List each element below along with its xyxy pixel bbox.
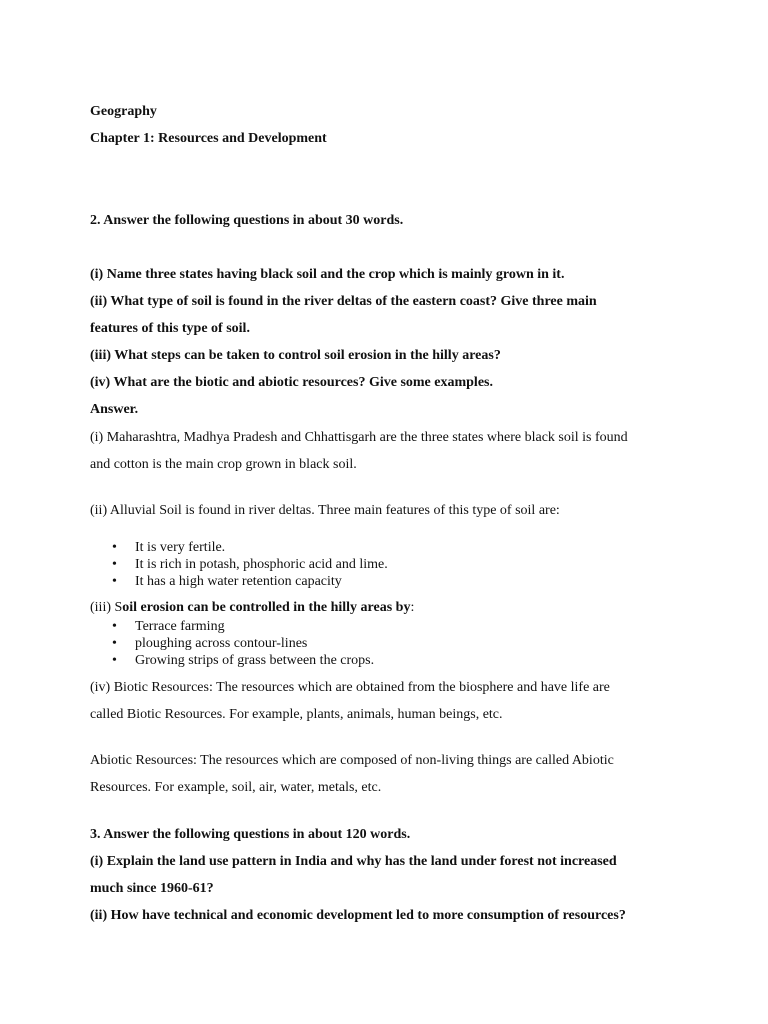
list-item: • It is very fertile. (90, 539, 388, 556)
answer-ii-intro: (ii) Alluvial Soil is found in river deltas. Three main features of this type of soil are: (90, 503, 560, 518)
answer-label: Answer. (90, 402, 139, 417)
soil-features-list (90, 539, 388, 590)
answer-iv-line: called Biotic Resources. For example, plants, animals, human beings, etc. (90, 707, 503, 722)
answer-iii-intro (90, 599, 414, 617)
list-item: • It has a high water retention capacity (90, 573, 388, 590)
list-item: • ploughing across contour-lines (90, 635, 374, 652)
answer-iii-bold: oil erosion can be controlled in the hilly areas by (122, 600, 411, 615)
chapter-title: Chapter 1: Resources and Development (90, 131, 327, 146)
answer-iii-suffix: : (410, 600, 415, 615)
answer-i-line: (i) Maharashtra, Madhya Pradesh and Chhattisgarh are the three states where black soil is found (90, 430, 628, 445)
abiotic-line: Abiotic Resources: The resources which are composed of non-living things are called Abiotic (90, 753, 614, 768)
abiotic-line: Resources. For example, soil, air, water, metals, etc. (90, 780, 382, 795)
answer-iii-prefix: (iii) S (90, 600, 123, 615)
q2-question: features of this type of soil. (90, 321, 250, 336)
q2-question: (iv) What are the biotic and abiotic resources? Give some examples. (90, 375, 493, 390)
list-item: • Growing strips of grass between the crops. (90, 652, 374, 669)
q2-question: (i) Name three states having black soil and the crop which is mainly grown in it. (90, 267, 565, 282)
q2-heading: 2. Answer the following questions in about 30 words. (90, 213, 404, 228)
q2-question: (iii) What steps can be taken to control soil erosion in the hilly areas? (90, 348, 501, 363)
q3-question: (ii) How have technical and economic development led to more consumption of resources? (90, 908, 626, 923)
list-item: • Terrace farming (90, 618, 374, 635)
q3-question: much since 1960-61? (90, 881, 214, 896)
erosion-steps-list (90, 618, 374, 669)
list-item: • It is rich in potash, phosphoric acid and lime. (90, 556, 388, 573)
answer-i-line: and cotton is the main crop grown in black soil. (90, 457, 357, 472)
q3-heading: 3. Answer the following questions in about 120 words. (90, 827, 411, 842)
answer-iv-line: (iv) Biotic Resources: The resources which are obtained from the biosphere and have life are (90, 680, 610, 695)
subject-title: Geography (90, 104, 157, 119)
q2-question: (ii) What type of soil is found in the river deltas of the eastern coast? Give three main (90, 294, 597, 309)
q3-question: (i) Explain the land use pattern in India and why has the land under forest not increased (90, 854, 617, 869)
